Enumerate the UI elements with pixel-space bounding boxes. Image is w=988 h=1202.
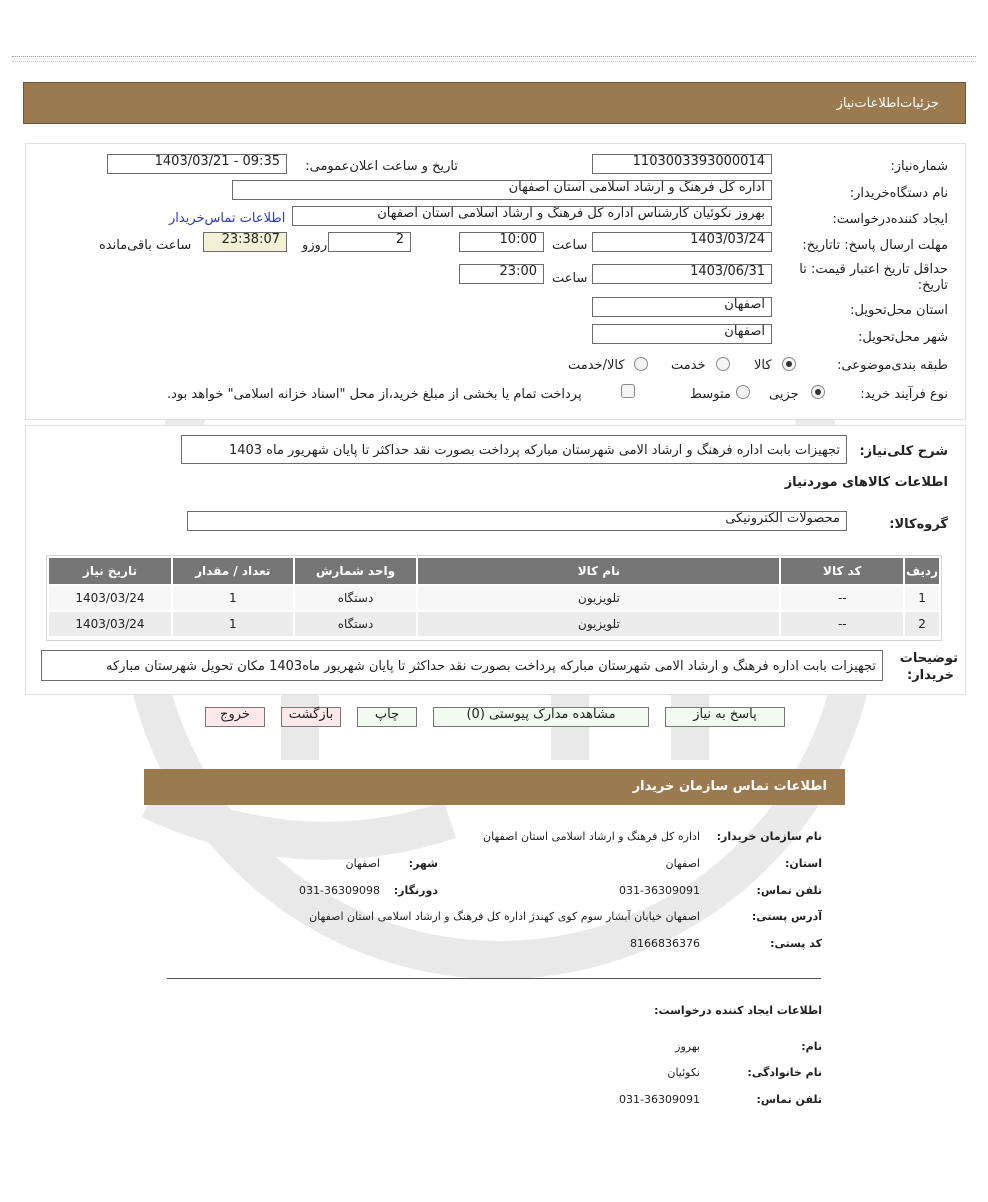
contact-phone-value: 031-36309091 bbox=[619, 884, 700, 897]
category-option-service: خدمت bbox=[671, 358, 706, 373]
buyer-notes-label-2: خریدار: bbox=[907, 668, 954, 683]
province-field: اصفهان bbox=[592, 297, 772, 317]
creator-family-value: نکوئیان bbox=[667, 1066, 700, 1079]
col-date: تاریخ نیاز bbox=[49, 558, 171, 584]
need-number-label: شماره‌نیاز: bbox=[890, 159, 948, 174]
contact-org-label: نام سازمان خریدار: bbox=[716, 830, 822, 843]
cell-unit: دستگاه bbox=[295, 612, 417, 636]
city-field: اصفهان bbox=[592, 324, 772, 344]
remaining-time-field: 23:38:07 bbox=[203, 232, 287, 252]
buyer-contact-link[interactable]: اطلاعات تماس‌خریدار bbox=[169, 211, 286, 226]
cell-code: -- bbox=[781, 586, 903, 610]
creator-name-value: بهروز bbox=[675, 1040, 700, 1053]
contact-postal-value: 8166836376 bbox=[630, 937, 700, 950]
contact-header bbox=[144, 769, 845, 805]
contact-city-label: شهر: bbox=[408, 857, 438, 870]
table-row bbox=[49, 612, 939, 636]
category-option-goods: کالا bbox=[754, 358, 772, 373]
category-label: طبقه بندی‌موضوعی: bbox=[837, 358, 948, 373]
buyer-notes-label-1: توضیحات bbox=[899, 651, 958, 666]
process-label: نوع فرآیند خرید: bbox=[860, 387, 948, 402]
days-field: 2 bbox=[328, 232, 411, 252]
creator-heading: اطلاعات ایجاد کننده درخواست: bbox=[654, 1004, 822, 1017]
reply-button[interactable]: پاسخ به نیاز bbox=[665, 707, 785, 727]
contact-fax-label: دورنگار: bbox=[393, 884, 438, 897]
contact-province-value: اصفهان bbox=[665, 857, 700, 870]
validity-label-1: حداقل تاریخ اعتبار قیمت: تا bbox=[799, 262, 948, 277]
category-option-both: کالا/خدمت bbox=[568, 358, 625, 373]
contact-divider bbox=[167, 978, 821, 979]
print-button[interactable]: چاپ bbox=[357, 707, 417, 727]
province-label: استان محل‌تحویل: bbox=[850, 303, 948, 318]
summary-title-field: تجهیزات بابت اداره فرهنگ و ارشاد الامی شهرستان مبارکه پرداخت بصورت نقد حداکثر تا پایان شهریور ماه 1403 bbox=[181, 435, 847, 464]
back-button[interactable]: بازگشت bbox=[281, 707, 341, 727]
validity-time-field: 23:00 bbox=[459, 264, 544, 284]
cell-row: 1 bbox=[905, 586, 939, 610]
validity-date-field: 1403/06/31 bbox=[592, 264, 772, 284]
col-qty: تعداد / مقدار bbox=[173, 558, 293, 584]
cell-name: تلویزیون bbox=[418, 586, 779, 610]
requester-label: ایجاد کننده‌درخواست: bbox=[832, 212, 948, 227]
creator-family-label: نام خانوادگی: bbox=[747, 1066, 822, 1079]
cell-name: تلویزیون bbox=[418, 612, 779, 636]
goods-table bbox=[47, 556, 941, 638]
attachments-button[interactable]: مشاهده مدارک پیوستی (0) bbox=[433, 707, 649, 727]
goods-heading: اطلاعات کالاهای مورد‌نیاز bbox=[784, 475, 948, 490]
cell-qty: 1 bbox=[173, 586, 293, 610]
requester-field: بهروز نکوئیان کارشناس اداره کل فرهنگ و ارشاد اسلامی استان اصفهان bbox=[292, 206, 772, 226]
contact-city-value: اصفهان bbox=[345, 857, 380, 870]
need-number-field: 1103003393000014 bbox=[592, 154, 772, 174]
contact-fax-value: 031-36309098 bbox=[299, 884, 380, 897]
creator-phone-label: تلفن تماس: bbox=[756, 1093, 822, 1106]
contact-postal-label: کد پستی: bbox=[770, 937, 822, 950]
top-divider bbox=[12, 56, 976, 62]
deadline-hour-label: ساعت bbox=[552, 238, 588, 253]
days-label: روزو bbox=[302, 238, 328, 253]
contact-org-value: اداره کل فرهنگ و ارشاد اسلامی استان اصفهان bbox=[483, 830, 700, 843]
col-name: نام کالا bbox=[418, 558, 779, 584]
remaining-label: ساعت باقی‌مانده bbox=[99, 238, 192, 253]
exit-button[interactable]: خروج bbox=[205, 707, 265, 727]
cell-date: 1403/03/24 bbox=[49, 586, 171, 610]
creator-phone-value: 031-36309091 bbox=[619, 1093, 700, 1106]
page-title: جزئیات‌اطلاعات‌نیاز bbox=[836, 96, 939, 111]
payment-note: پرداخت تمام یا بخشی از مبلغ خرید،از محل "اسناد خزانه اسلامی" خواهد بود. bbox=[167, 387, 582, 402]
table-row bbox=[49, 586, 939, 610]
page-header bbox=[23, 82, 966, 124]
process-radio-minor[interactable] bbox=[811, 385, 825, 399]
deadline-date-field: 1403/03/24 bbox=[592, 232, 772, 252]
cell-date: 1403/03/24 bbox=[49, 612, 171, 636]
buyer-org-label: نام دستگاه‌خریدار: bbox=[849, 186, 948, 201]
announce-label: تاریخ و ساعت اعلان‌عمومی: bbox=[305, 159, 458, 174]
contact-address-label: آدرس پستی: bbox=[751, 910, 822, 923]
goods-table-header bbox=[49, 558, 939, 584]
validity-label-2: تاریخ: bbox=[917, 278, 948, 293]
process-option-minor: جزیی bbox=[769, 387, 799, 402]
goods-group-label: گروه‌کالا: bbox=[889, 517, 948, 532]
process-option-medium: متوسط bbox=[690, 387, 731, 402]
col-code: کد کالا bbox=[781, 558, 903, 584]
buyer-org-field: اداره کل فرهنگ و ارشاد اسلامی استان اصفهان bbox=[232, 180, 772, 200]
announce-field: 1403/03/21 - 09:35 bbox=[107, 154, 287, 174]
cell-code: -- bbox=[781, 612, 903, 636]
city-label: شهر محل‌تحویل: bbox=[858, 330, 948, 345]
goods-table-wrapper bbox=[46, 555, 942, 641]
contact-phone-label: تلفن تماس: bbox=[756, 884, 822, 897]
summary-title-label: شرح کلی‌نیاز: bbox=[859, 444, 948, 459]
cell-unit: دستگاه bbox=[295, 586, 417, 610]
creator-name-label: نام: bbox=[801, 1040, 822, 1053]
cell-row: 2 bbox=[905, 612, 939, 636]
validity-hour-label: ساعت bbox=[552, 271, 588, 286]
goods-group-field: محصولات الکترونیکی bbox=[187, 511, 847, 531]
buyer-notes-field: تجهیزات بابت اداره فرهنگ و ارشاد الامی شهرستان مبارکه پرداخت بصورت نقد حداکثر تا پایان شهریور ماه1403 مکان تحویل شهرستان مبارکه bbox=[41, 650, 883, 681]
contact-address-value: اصفهان خیابان آبشار سوم کوی کهندژ اداره کل فرهنگ و ارشاد اسلامی استان اصفهان bbox=[309, 910, 700, 923]
col-row: ردیف bbox=[905, 558, 939, 584]
contact-province-label: استان: bbox=[785, 857, 822, 870]
process-radio-medium[interactable] bbox=[736, 385, 750, 399]
category-radio-service[interactable] bbox=[716, 357, 730, 371]
contact-header-title: اطلاعات تماس سازمان خریدار bbox=[632, 779, 827, 794]
category-radio-goods[interactable] bbox=[782, 357, 796, 371]
deadline-label: مهلت ارسال پاسخ: تاتاریخ: bbox=[802, 238, 948, 253]
cell-qty: 1 bbox=[173, 612, 293, 636]
treasury-checkbox[interactable] bbox=[621, 384, 635, 398]
category-radio-both[interactable] bbox=[634, 357, 648, 371]
col-unit: واحد شمارش bbox=[295, 558, 417, 584]
deadline-time-field: 10:00 bbox=[459, 232, 544, 252]
